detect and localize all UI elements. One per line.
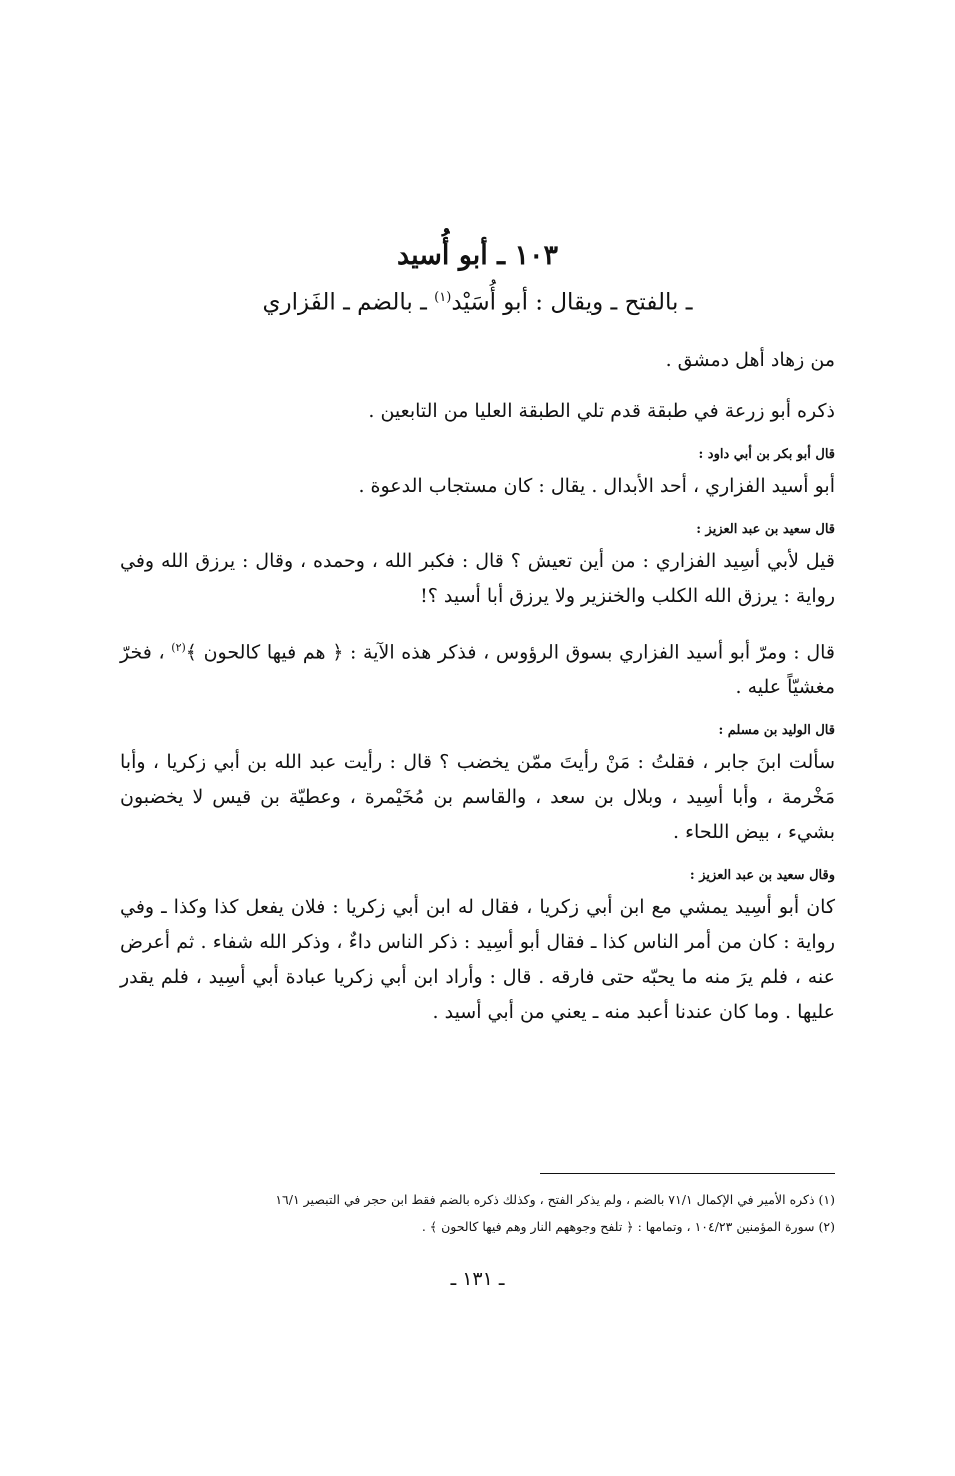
paragraph-remembrance: كان أبو أسِيد يمشي مع ابن أبي زكريا ، فقال له ابن أبي زكريا : فلان يفعل كذا وكذا ـ وفي رواية : كان من أمر الناس كذا ـ فقال أبو أسِيد : ذكر الناس داءٌ ، وذكر الله شفاء . ثم أعرض عنه ، فلم يرَ منه ما يحبّه حتى فارقه . قال : وأراد ابن أبي زكريا عبادة أبي أسِيد ، فلم يقدر عليها . وما كان عندنا أعبد منه ـ يعني من أبي أسيد . <box>120 896 835 1024</box>
footnotes <box>120 1186 835 1240</box>
paragraph-dyeing: سألت ابنَ جابر ، فقلتُ : مَنْ رأيتَ ممّن يخضب ؟ قال : رأيت عبد الله بن أبي زكريا ، وأبا مَخْرمة ، وأبا أسِيد ، وبلال بن سعد ، والقاسم بن مُخَيْمرة ، وعطيّة بن قيس لا يخضبون بشيء ، بيض اللحاء . <box>120 751 835 844</box>
entry-subtitle <box>0 281 955 320</box>
entry-title: ١٠٣ ـ أبو أُسيد <box>396 240 559 271</box>
subtitle-text-after: ـ بالضم ـ الفَزاري <box>262 289 435 316</box>
page-number: ـ ١٣١ ـ <box>450 1268 505 1290</box>
narrator-heading: قال أبو بكر بن أبي داود : <box>698 447 835 462</box>
footnote-separator <box>540 1173 835 1174</box>
paragraph-origin: من زهاد أهل دمشق . <box>665 349 835 371</box>
footnote-1: (١) ذكره الأمير في الإكمال ٧١/١ بالضم ، ولم يذكر الفتح ، وكذلك ذكره بالضم فقط ابن حجر في التبصير ١٦/١ <box>275 1192 835 1207</box>
paragraph-text: ، فخرّ مغشيّاً عليه . <box>120 641 835 699</box>
paragraph-abdal: أبو أسيد الفزاري ، أحد الأبدال . يقال : كان مستجاب الدعوة . <box>358 475 835 497</box>
paragraph-heads-market <box>120 630 835 705</box>
subtitle-text-before: ـ بالفتح ـ ويقال : أبو أُسَيْد <box>451 289 693 316</box>
paragraph-abu-zura: ذكره أبو زرعة في طبقة قدم تلي الطبقة العليا من التابعين . <box>368 400 835 422</box>
entry-body <box>120 343 835 1046</box>
footnote-ref-1: (١) <box>434 290 452 305</box>
narrator-heading: قال سعيد بن عبد العزيز : <box>696 522 835 537</box>
paragraph-livelihood: قيل لأبي أسِيد الفزاري : من أين تعيش ؟ قال : فكبر الله ، وحمده ، وقال : يرزق الله وفي رواية : يرزق الله الكلب والخنزير ولا يرزق أبا أسيد ؟! <box>120 550 835 607</box>
footnote-ref-2: (٢) <box>171 641 186 654</box>
footnote-2: (٢) سورة المؤمنين ١٠٤/٢٣ ، وتمامها : ﴿ تلفح وجوههم النار وهم فيها كالحون ﴾ . <box>421 1219 835 1234</box>
narrator-heading: قال الوليد بن مسلم : <box>718 723 835 739</box>
paragraph-text: قال : ومرّ أبو أسيد الفزاري بسوق الرؤوس ، فذكر هذه الآية : ﴿ هم فيها كالحون ﴾ <box>185 641 835 664</box>
narrator-heading: وقال سعيد بن عبد العزيز : <box>689 868 835 884</box>
